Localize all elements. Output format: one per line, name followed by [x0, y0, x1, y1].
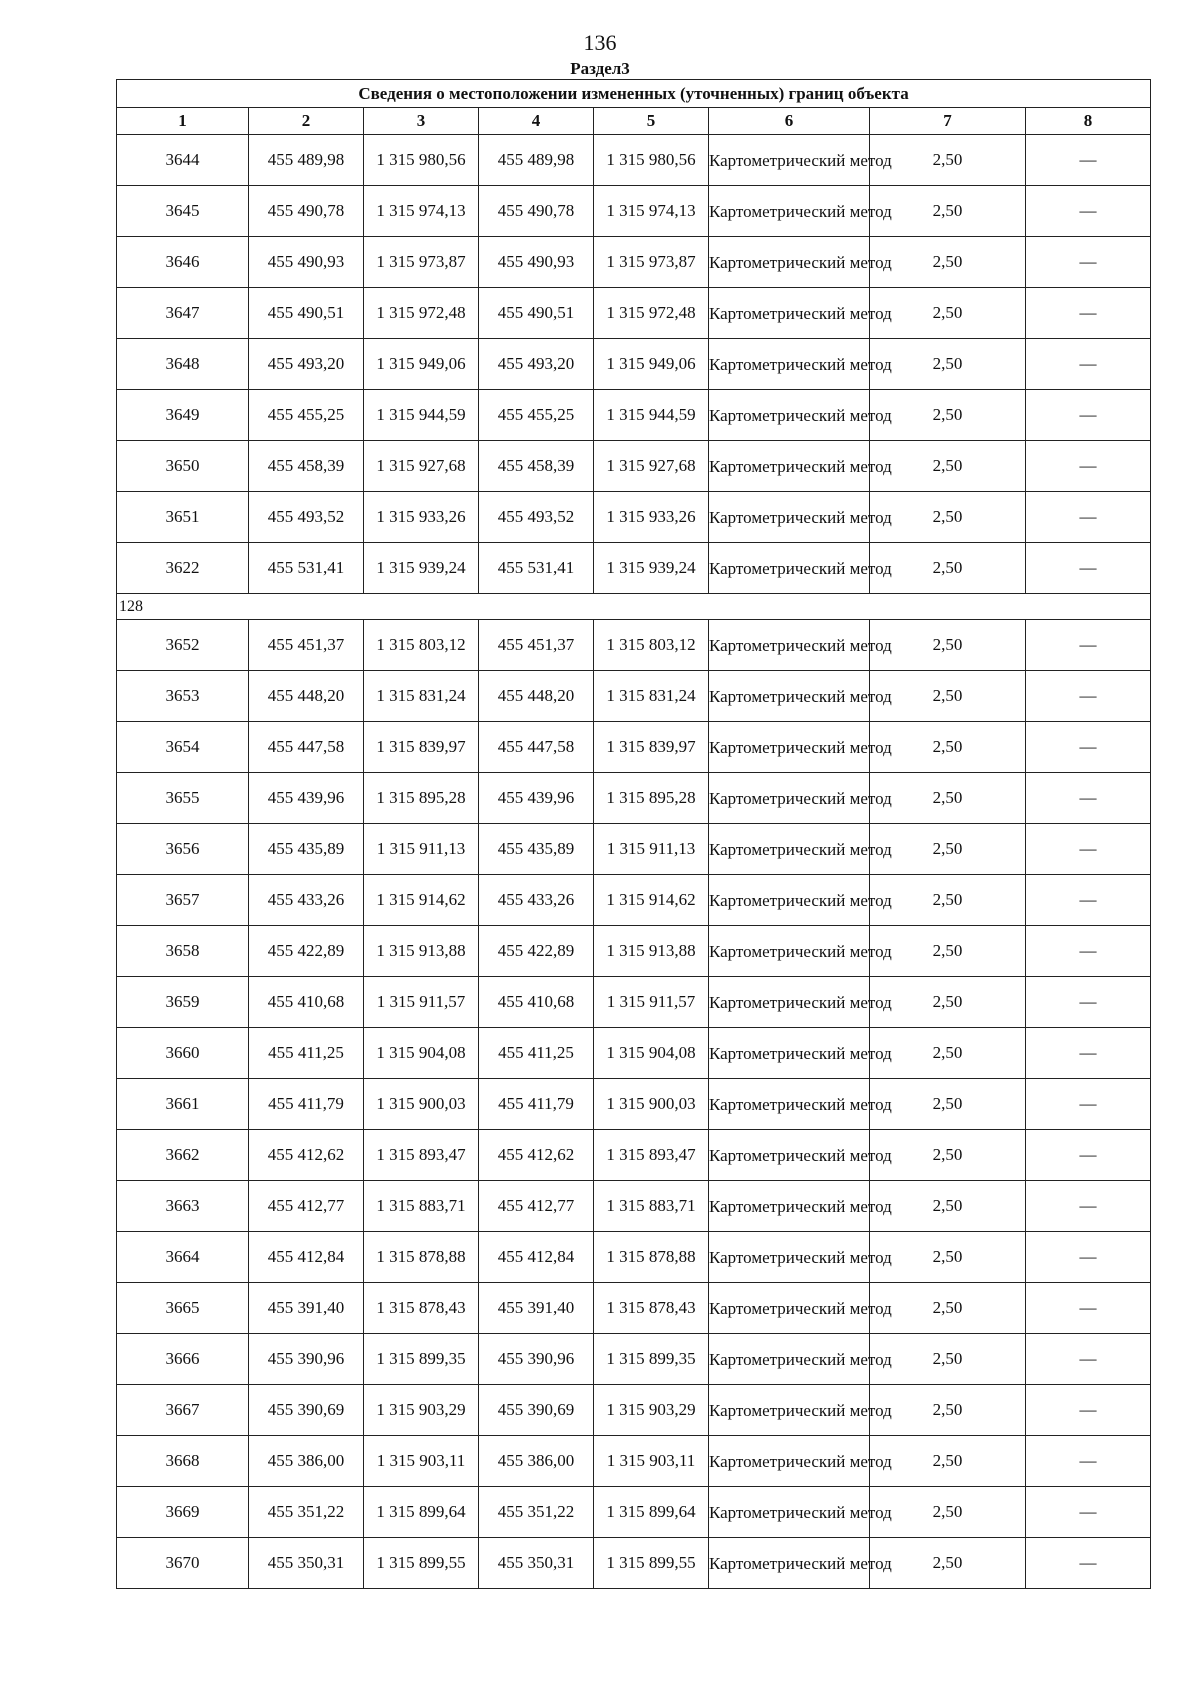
description-cell: —: [1026, 1079, 1151, 1130]
y-new-cell: 1 315 899,55: [594, 1538, 709, 1589]
accuracy-cell: 2,50: [870, 722, 1026, 773]
y-old-cell: 1 315 900,03: [364, 1079, 479, 1130]
y-new-cell: 1 315 839,97: [594, 722, 709, 773]
x-new-cell: 455 435,89: [479, 824, 594, 875]
accuracy-cell: 2,50: [870, 1487, 1026, 1538]
accuracy-cell: 2,50: [870, 1538, 1026, 1589]
description-cell: —: [1026, 339, 1151, 390]
y-new-cell: 1 315 878,88: [594, 1232, 709, 1283]
y-old-cell: 1 315 944,59: [364, 390, 479, 441]
x-old-cell: 455 455,25: [249, 390, 364, 441]
x-new-cell: 455 489,98: [479, 135, 594, 186]
y-old-cell: 1 315 949,06: [364, 339, 479, 390]
x-old-cell: 455 490,93: [249, 237, 364, 288]
y-new-cell: 1 315 913,88: [594, 926, 709, 977]
column-header-2: 2: [249, 108, 364, 135]
y-old-cell: 1 315 933,26: [364, 492, 479, 543]
table-row: [117, 1334, 1151, 1385]
point-number-cell: 3653: [117, 671, 249, 722]
point-number-cell: 3647: [117, 288, 249, 339]
x-old-cell: 455 411,25: [249, 1028, 364, 1079]
y-old-cell: 1 315 831,24: [364, 671, 479, 722]
point-number-cell: 3668: [117, 1436, 249, 1487]
method-cell: Картометрический метод: [709, 186, 870, 237]
table-header-row: [117, 108, 1151, 135]
description-cell: —: [1026, 824, 1151, 875]
point-number-cell: 3661: [117, 1079, 249, 1130]
x-old-cell: 455 386,00: [249, 1436, 364, 1487]
method-cell: Картометрический метод: [709, 441, 870, 492]
accuracy-cell: 2,50: [870, 977, 1026, 1028]
x-old-cell: 455 435,89: [249, 824, 364, 875]
point-number-cell: 3666: [117, 1334, 249, 1385]
point-number-cell: 3654: [117, 722, 249, 773]
x-old-cell: 455 447,58: [249, 722, 364, 773]
x-new-cell: 455 458,39: [479, 441, 594, 492]
y-new-cell: 1 315 972,48: [594, 288, 709, 339]
column-header-1: 1: [117, 108, 249, 135]
x-old-cell: 455 390,96: [249, 1334, 364, 1385]
x-old-cell: 455 412,62: [249, 1130, 364, 1181]
x-new-cell: 455 390,96: [479, 1334, 594, 1385]
x-new-cell: 455 490,51: [479, 288, 594, 339]
accuracy-cell: 2,50: [870, 1436, 1026, 1487]
method-cell: Картометрический метод: [709, 875, 870, 926]
method-cell: Картометрический метод: [709, 390, 870, 441]
x-new-cell: 455 451,37: [479, 620, 594, 671]
table-row: [117, 390, 1151, 441]
accuracy-cell: 2,50: [870, 390, 1026, 441]
table-row: [117, 339, 1151, 390]
y-old-cell: 1 315 899,35: [364, 1334, 479, 1385]
y-new-cell: 1 315 914,62: [594, 875, 709, 926]
method-cell: Картометрический метод: [709, 135, 870, 186]
x-new-cell: 455 531,41: [479, 543, 594, 594]
x-new-cell: 455 447,58: [479, 722, 594, 773]
description-cell: —: [1026, 773, 1151, 824]
point-number-cell: 3662: [117, 1130, 249, 1181]
table-row: [117, 441, 1151, 492]
table-row: [117, 1385, 1151, 1436]
accuracy-cell: 2,50: [870, 135, 1026, 186]
table-row: [117, 1283, 1151, 1334]
x-old-cell: 455 422,89: [249, 926, 364, 977]
y-new-cell: 1 315 895,28: [594, 773, 709, 824]
x-new-cell: 455 448,20: [479, 671, 594, 722]
point-number-cell: 3650: [117, 441, 249, 492]
x-old-cell: 455 493,20: [249, 339, 364, 390]
y-new-cell: 1 315 949,06: [594, 339, 709, 390]
x-old-cell: 455 390,69: [249, 1385, 364, 1436]
x-new-cell: 455 351,22: [479, 1487, 594, 1538]
y-new-cell: 1 315 899,64: [594, 1487, 709, 1538]
y-new-cell: 1 315 903,29: [594, 1385, 709, 1436]
point-number-cell: 3655: [117, 773, 249, 824]
table-row: [117, 1436, 1151, 1487]
y-new-cell: 1 315 803,12: [594, 620, 709, 671]
y-old-cell: 1 315 878,88: [364, 1232, 479, 1283]
table-row: [117, 1487, 1151, 1538]
accuracy-cell: 2,50: [870, 1334, 1026, 1385]
method-cell: Картометрический метод: [709, 1538, 870, 1589]
point-number-cell: 3665: [117, 1283, 249, 1334]
point-number-cell: 3657: [117, 875, 249, 926]
y-new-cell: 1 315 911,13: [594, 824, 709, 875]
method-cell: Картометрический метод: [709, 1232, 870, 1283]
y-new-cell: 1 315 927,68: [594, 441, 709, 492]
y-new-cell: 1 315 903,11: [594, 1436, 709, 1487]
table-row: [117, 722, 1151, 773]
x-new-cell: 455 493,20: [479, 339, 594, 390]
point-number-cell: 3645: [117, 186, 249, 237]
table-caption: Сведения о местоположении измененных (уточненных) границ объекта: [117, 80, 1151, 108]
column-header-6: 6: [709, 108, 870, 135]
description-cell: —: [1026, 288, 1151, 339]
point-number-cell: 3652: [117, 620, 249, 671]
y-old-cell: 1 315 895,28: [364, 773, 479, 824]
description-cell: —: [1026, 1538, 1151, 1589]
x-old-cell: 455 412,84: [249, 1232, 364, 1283]
description-cell: —: [1026, 1385, 1151, 1436]
accuracy-cell: 2,50: [870, 1079, 1026, 1130]
y-old-cell: 1 315 899,55: [364, 1538, 479, 1589]
description-cell: —: [1026, 186, 1151, 237]
description-cell: —: [1026, 671, 1151, 722]
table-row: [117, 492, 1151, 543]
method-cell: Картометрический метод: [709, 671, 870, 722]
accuracy-cell: 2,50: [870, 926, 1026, 977]
accuracy-cell: 2,50: [870, 824, 1026, 875]
table-row: [117, 1028, 1151, 1079]
description-cell: —: [1026, 441, 1151, 492]
x-new-cell: 455 433,26: [479, 875, 594, 926]
x-new-cell: 455 410,68: [479, 977, 594, 1028]
description-cell: —: [1026, 1181, 1151, 1232]
method-cell: Картометрический метод: [709, 1283, 870, 1334]
table-row: [117, 1079, 1151, 1130]
x-new-cell: 455 391,40: [479, 1283, 594, 1334]
x-new-cell: 455 386,00: [479, 1436, 594, 1487]
description-cell: —: [1026, 926, 1151, 977]
x-old-cell: 455 351,22: [249, 1487, 364, 1538]
column-header-5: 5: [594, 108, 709, 135]
boundary-coordinates-table: [116, 79, 1151, 1589]
x-old-cell: 455 448,20: [249, 671, 364, 722]
y-old-cell: 1 315 972,48: [364, 288, 479, 339]
table-row: [117, 875, 1151, 926]
table-row: [117, 135, 1151, 186]
x-old-cell: 455 410,68: [249, 977, 364, 1028]
y-new-cell: 1 315 911,57: [594, 977, 709, 1028]
y-old-cell: 1 315 914,62: [364, 875, 479, 926]
y-old-cell: 1 315 878,43: [364, 1283, 479, 1334]
y-new-cell: 1 315 933,26: [594, 492, 709, 543]
method-cell: Картометрический метод: [709, 492, 870, 543]
table-row: [117, 543, 1151, 594]
table-row: [117, 288, 1151, 339]
x-old-cell: 455 489,98: [249, 135, 364, 186]
x-new-cell: 455 490,78: [479, 186, 594, 237]
method-cell: Картометрический метод: [709, 977, 870, 1028]
method-cell: Картометрический метод: [709, 620, 870, 671]
group-label-row: [117, 594, 1151, 620]
point-number-cell: 3659: [117, 977, 249, 1028]
y-old-cell: 1 315 839,97: [364, 722, 479, 773]
y-new-cell: 1 315 973,87: [594, 237, 709, 288]
x-new-cell: 455 412,84: [479, 1232, 594, 1283]
y-old-cell: 1 315 903,29: [364, 1385, 479, 1436]
table-row: [117, 977, 1151, 1028]
point-number-cell: 3670: [117, 1538, 249, 1589]
x-old-cell: 455 350,31: [249, 1538, 364, 1589]
column-header-7: 7: [870, 108, 1026, 135]
y-new-cell: 1 315 939,24: [594, 543, 709, 594]
point-number-cell: 3664: [117, 1232, 249, 1283]
y-old-cell: 1 315 899,64: [364, 1487, 479, 1538]
accuracy-cell: 2,50: [870, 237, 1026, 288]
accuracy-cell: 2,50: [870, 543, 1026, 594]
method-cell: Картометрический метод: [709, 1487, 870, 1538]
table-row: [117, 186, 1151, 237]
column-header-3: 3: [364, 108, 479, 135]
column-header-8: 8: [1026, 108, 1151, 135]
y-new-cell: 1 315 883,71: [594, 1181, 709, 1232]
method-cell: Картометрический метод: [709, 1181, 870, 1232]
point-number-cell: 3669: [117, 1487, 249, 1538]
x-old-cell: 455 493,52: [249, 492, 364, 543]
accuracy-cell: 2,50: [870, 1232, 1026, 1283]
accuracy-cell: 2,50: [870, 773, 1026, 824]
x-new-cell: 455 493,52: [479, 492, 594, 543]
point-number-cell: 3646: [117, 237, 249, 288]
table-row: [117, 1130, 1151, 1181]
x-new-cell: 455 412,77: [479, 1181, 594, 1232]
description-cell: —: [1026, 977, 1151, 1028]
description-cell: —: [1026, 875, 1151, 926]
description-cell: —: [1026, 1232, 1151, 1283]
y-old-cell: 1 315 883,71: [364, 1181, 479, 1232]
x-new-cell: 455 350,31: [479, 1538, 594, 1589]
column-header-4: 4: [479, 108, 594, 135]
x-new-cell: 455 455,25: [479, 390, 594, 441]
point-number-cell: 3658: [117, 926, 249, 977]
description-cell: —: [1026, 135, 1151, 186]
description-cell: —: [1026, 1487, 1151, 1538]
x-old-cell: 455 391,40: [249, 1283, 364, 1334]
point-number-cell: 3667: [117, 1385, 249, 1436]
table-row: [117, 1232, 1151, 1283]
x-old-cell: 455 439,96: [249, 773, 364, 824]
method-cell: Картометрический метод: [709, 773, 870, 824]
description-cell: —: [1026, 1436, 1151, 1487]
x-old-cell: 455 490,78: [249, 186, 364, 237]
description-cell: —: [1026, 1334, 1151, 1385]
point-number-cell: 3648: [117, 339, 249, 390]
description-cell: —: [1026, 237, 1151, 288]
accuracy-cell: 2,50: [870, 1028, 1026, 1079]
y-old-cell: 1 315 974,13: [364, 186, 479, 237]
point-number-cell: 3656: [117, 824, 249, 875]
x-new-cell: 455 411,25: [479, 1028, 594, 1079]
y-new-cell: 1 315 893,47: [594, 1130, 709, 1181]
accuracy-cell: 2,50: [870, 339, 1026, 390]
table-row: [117, 1538, 1151, 1589]
x-new-cell: 455 422,89: [479, 926, 594, 977]
accuracy-cell: 2,50: [870, 492, 1026, 543]
y-old-cell: 1 315 911,13: [364, 824, 479, 875]
table-row: [117, 824, 1151, 875]
method-cell: Картометрический метод: [709, 1334, 870, 1385]
point-number-cell: 3622: [117, 543, 249, 594]
description-cell: —: [1026, 1283, 1151, 1334]
accuracy-cell: 2,50: [870, 288, 1026, 339]
y-old-cell: 1 315 911,57: [364, 977, 479, 1028]
y-old-cell: 1 315 903,11: [364, 1436, 479, 1487]
y-old-cell: 1 315 803,12: [364, 620, 479, 671]
method-cell: Картометрический метод: [709, 1028, 870, 1079]
y-old-cell: 1 315 980,56: [364, 135, 479, 186]
description-cell: —: [1026, 722, 1151, 773]
method-cell: Картометрический метод: [709, 237, 870, 288]
y-new-cell: 1 315 944,59: [594, 390, 709, 441]
description-cell: —: [1026, 390, 1151, 441]
x-old-cell: 455 451,37: [249, 620, 364, 671]
table-row: [117, 1181, 1151, 1232]
table-row: [117, 773, 1151, 824]
y-old-cell: 1 315 973,87: [364, 237, 479, 288]
x-new-cell: 455 390,69: [479, 1385, 594, 1436]
method-cell: Картометрический метод: [709, 339, 870, 390]
y-new-cell: 1 315 980,56: [594, 135, 709, 186]
accuracy-cell: 2,50: [870, 441, 1026, 492]
method-cell: Картометрический метод: [709, 1436, 870, 1487]
method-cell: Картометрический метод: [709, 722, 870, 773]
description-cell: —: [1026, 1028, 1151, 1079]
x-old-cell: 455 490,51: [249, 288, 364, 339]
description-cell: —: [1026, 492, 1151, 543]
x-old-cell: 455 412,77: [249, 1181, 364, 1232]
description-cell: —: [1026, 1130, 1151, 1181]
point-number-cell: 3644: [117, 135, 249, 186]
accuracy-cell: 2,50: [870, 1181, 1026, 1232]
point-number-cell: 3663: [117, 1181, 249, 1232]
y-new-cell: 1 315 974,13: [594, 186, 709, 237]
x-new-cell: 455 411,79: [479, 1079, 594, 1130]
x-new-cell: 455 439,96: [479, 773, 594, 824]
page-number: 136: [583, 30, 617, 55]
table-row: [117, 671, 1151, 722]
description-cell: —: [1026, 543, 1151, 594]
table-row: [117, 926, 1151, 977]
x-old-cell: 455 531,41: [249, 543, 364, 594]
method-cell: Картометрический метод: [709, 543, 870, 594]
y-new-cell: 1 315 899,35: [594, 1334, 709, 1385]
x-old-cell: 455 433,26: [249, 875, 364, 926]
y-new-cell: 1 315 878,43: [594, 1283, 709, 1334]
point-number-cell: 3660: [117, 1028, 249, 1079]
method-cell: Картометрический метод: [709, 926, 870, 977]
table-row: [117, 237, 1151, 288]
group-label: 128: [117, 594, 1151, 620]
y-old-cell: 1 315 913,88: [364, 926, 479, 977]
method-cell: Картометрический метод: [709, 288, 870, 339]
accuracy-cell: 2,50: [870, 1385, 1026, 1436]
method-cell: Картометрический метод: [709, 1130, 870, 1181]
table-body: [117, 135, 1151, 1589]
y-old-cell: 1 315 893,47: [364, 1130, 479, 1181]
accuracy-cell: 2,50: [870, 671, 1026, 722]
method-cell: Картометрический метод: [709, 1385, 870, 1436]
y-old-cell: 1 315 939,24: [364, 543, 479, 594]
y-new-cell: 1 315 900,03: [594, 1079, 709, 1130]
section-title: Раздел3: [570, 59, 630, 78]
accuracy-cell: 2,50: [870, 620, 1026, 671]
method-cell: Картометрический метод: [709, 824, 870, 875]
accuracy-cell: 2,50: [870, 186, 1026, 237]
method-cell: Картометрический метод: [709, 1079, 870, 1130]
accuracy-cell: 2,50: [870, 1283, 1026, 1334]
description-cell: —: [1026, 620, 1151, 671]
y-new-cell: 1 315 831,24: [594, 671, 709, 722]
table-row: [117, 620, 1151, 671]
x-old-cell: 455 458,39: [249, 441, 364, 492]
x-old-cell: 455 411,79: [249, 1079, 364, 1130]
point-number-cell: 3649: [117, 390, 249, 441]
point-number-cell: 3651: [117, 492, 249, 543]
accuracy-cell: 2,50: [870, 1130, 1026, 1181]
table-caption-row: [117, 80, 1151, 108]
x-new-cell: 455 490,93: [479, 237, 594, 288]
y-old-cell: 1 315 904,08: [364, 1028, 479, 1079]
y-new-cell: 1 315 904,08: [594, 1028, 709, 1079]
x-new-cell: 455 412,62: [479, 1130, 594, 1181]
y-old-cell: 1 315 927,68: [364, 441, 479, 492]
accuracy-cell: 2,50: [870, 875, 1026, 926]
